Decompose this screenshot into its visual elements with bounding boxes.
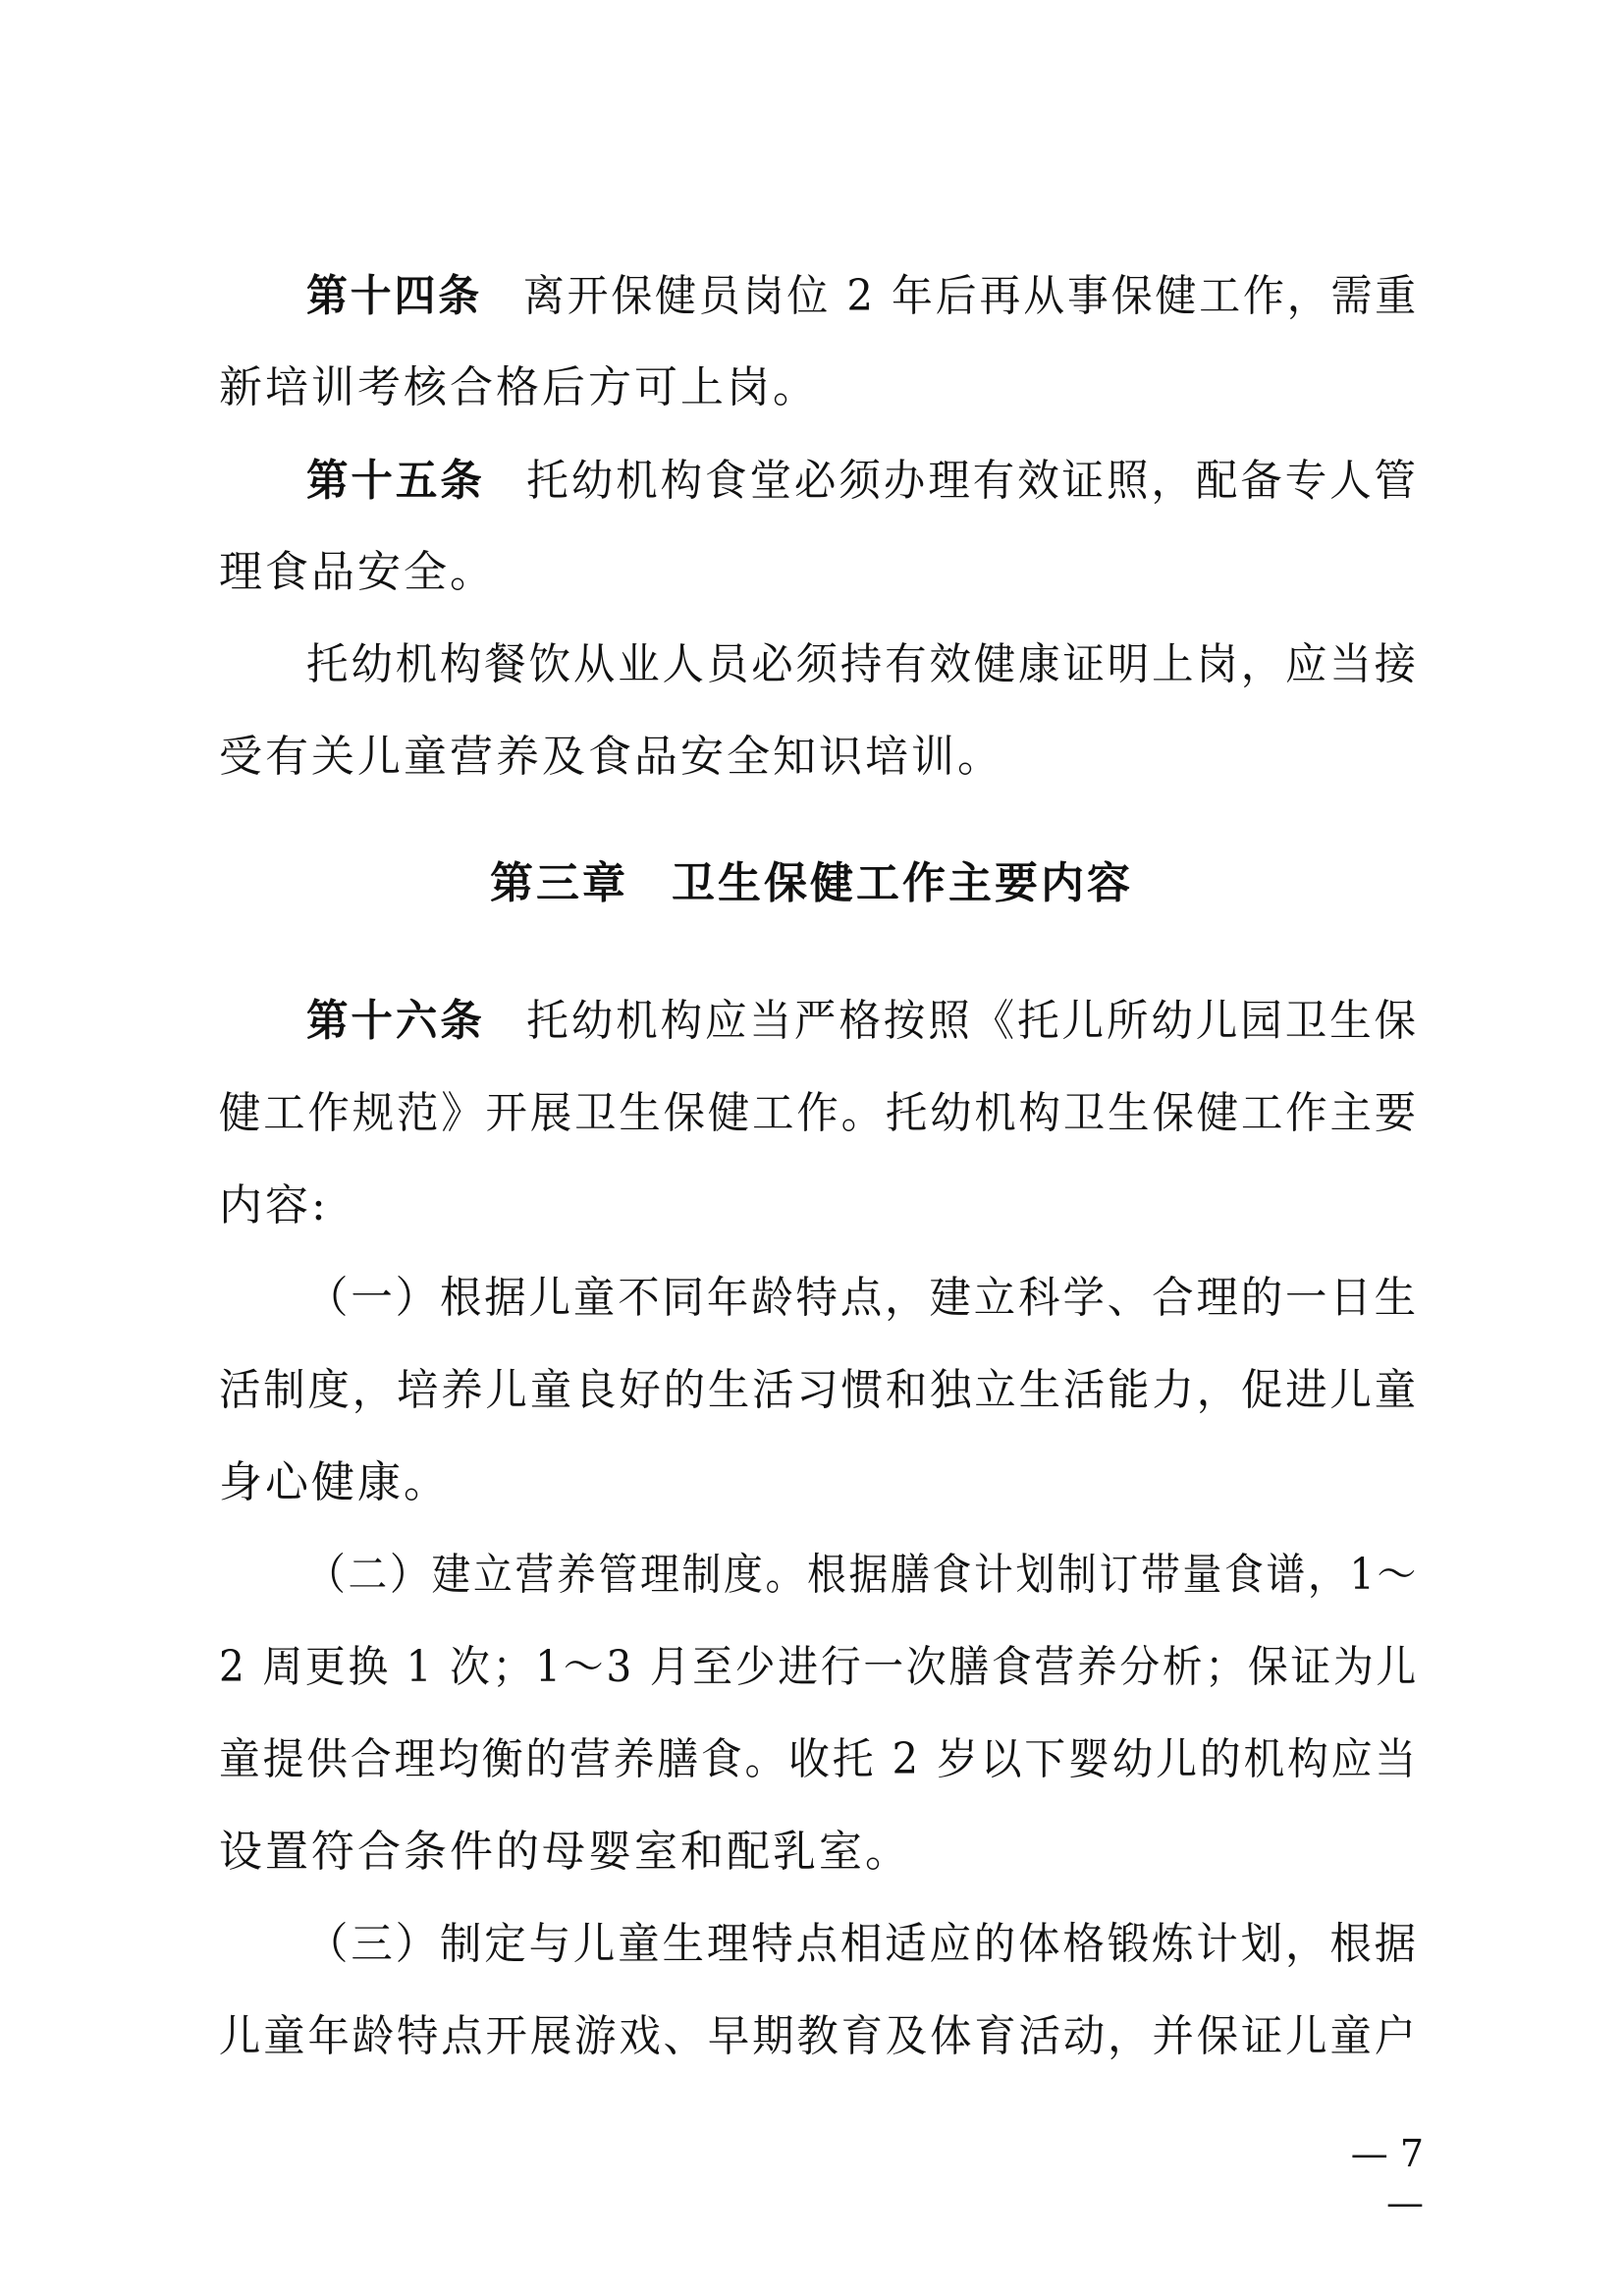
item-2-text-2: 2 周更换 1 次；1～3 月至少进行一次膳食营养分析；保证为儿 [219, 1642, 1419, 1692]
item-2-line-4 [0, 1823, 1623, 1882]
catering-text-1: 托幼机构餐饮从业人员必须持有效健康证明上岗，应当接 [306, 639, 1419, 689]
article-14-line-1 [0, 267, 1623, 326]
item-2-text-4: 设置符合条件的母婴室和配乳室。 [219, 1827, 911, 1877]
article-15-text-1: 托幼机构食堂必须办理有效证照，配备专人管 [526, 456, 1419, 506]
item-1-text-3: 身心健康。 [219, 1457, 450, 1507]
item-1-line-3 [0, 1453, 1623, 1512]
item-1-text-1: （一）根据儿童不同年龄特点，建立科学、合理的一日生 [306, 1273, 1419, 1323]
article-16-number: 第十六条 [306, 996, 485, 1046]
article-15-text-2: 理食品安全。 [219, 547, 496, 597]
article-14-text-2: 新培训考核合格后方可上岗。 [219, 362, 819, 412]
item-3-line-1 [0, 1915, 1623, 1974]
item-1-text-2: 活制度，培养儿童良好的生活习惯和独立生活能力，促进儿童 [219, 1365, 1419, 1415]
article-15-line-1 [0, 452, 1623, 511]
article-14-number: 第十四条 [306, 271, 482, 321]
article-16-line-2 [0, 1084, 1623, 1143]
page-number: — 7 — [1350, 2132, 1424, 2224]
article-14-line-2 [0, 358, 1623, 417]
item-2-text-3: 童提供合理均衡的营养膳食。收托 2 岁以下婴幼儿的机构应当 [219, 1734, 1419, 1784]
item-1-line-2 [0, 1361, 1623, 1420]
item-3-text-1: （三）制定与儿童生理特点相适应的体格锻炼计划，根据 [306, 1919, 1419, 1969]
item-2-line-1 [0, 1546, 1623, 1605]
article-16-line-3 [0, 1176, 1623, 1235]
chapter-number: 第三章 [490, 858, 628, 908]
item-2-line-2 [0, 1638, 1623, 1697]
catering-text-2: 受有关儿童营养及食品安全知识培训。 [219, 732, 1003, 782]
item-3-text-2: 儿童年龄特点开展游戏、早期教育及体育活动，并保证儿童户 [219, 2011, 1419, 2061]
catering-para-line-2 [0, 728, 1623, 787]
article-16-text-3: 内容: [219, 1180, 329, 1230]
article-15-line-2 [0, 543, 1623, 602]
chapter-heading [0, 854, 1623, 913]
chapter-title: 卫生保健工作主要内容 [672, 858, 1133, 908]
article-15-number: 第十五条 [306, 456, 485, 506]
article-14-text-1: 离开保健员岗位 2 年后再从事保健工作，需重 [522, 271, 1419, 321]
item-2-line-3 [0, 1730, 1623, 1789]
item-3-line-2 [0, 2007, 1623, 2066]
article-16-line-1 [0, 992, 1623, 1051]
article-16-text-2: 健工作规范》开展卫生保健工作。托幼机构卫生保健工作主要 [219, 1088, 1419, 1138]
catering-para-line-1 [0, 635, 1623, 694]
item-1-line-1 [0, 1269, 1623, 1328]
item-2-text-1: （二）建立营养管理制度。根据膳食计划制订带量食谱，1～ [306, 1550, 1419, 1600]
article-16-text-1: 托幼机构应当严格按照《托儿所幼儿园卫生保 [526, 996, 1419, 1046]
